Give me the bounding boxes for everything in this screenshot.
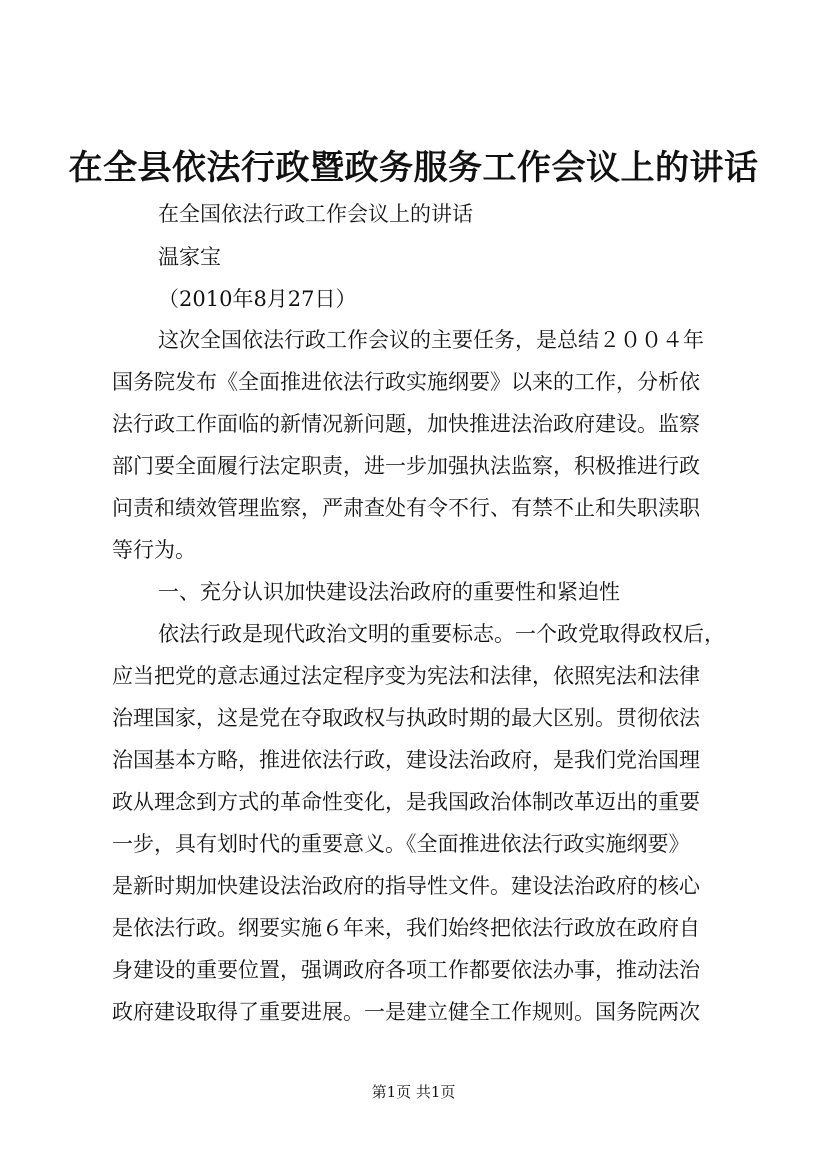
- body-line: 部门要全面履行法定职责，进一步加强执法监察，积极推进行政: [112, 454, 700, 478]
- section-heading: 一、充分认识加快建设法治政府的重要性和紧迫性: [158, 580, 620, 604]
- body-line: 应当把党的意志通过法定程序变为宪法和法律，依照宪法和法律: [112, 664, 700, 688]
- body-line: 治理国家，这是党在夺取政权与执政时期的最大区别。贯彻依法: [112, 706, 700, 730]
- body-line: 身建设的重要位置，强调政府各项工作都要依法办事，推动法治: [112, 958, 700, 982]
- body-line: 问责和绩效管理监察，严肃查处有令不行、有禁不止和失职渎职: [112, 496, 700, 520]
- body-line: 国务院发布《全面推进依法行政实施纲要》以来的工作，分析依: [112, 370, 700, 394]
- speech-subtitle: 在全国依法行政工作会议上的讲话: [158, 202, 473, 226]
- body-line: 等行为。: [112, 538, 196, 562]
- body-line: 是新时期加快建设法治政府的指导性文件。建设法治政府的核心: [112, 874, 700, 898]
- body-line: 依法行政是现代政治文明的重要标志。一个政党取得政权后，: [158, 622, 725, 646]
- body-line: 一步，具有划时代的重要意义。《全面推进依法行政实施纲要》: [112, 832, 690, 856]
- document-title: 在全县依法行政暨政务服务工作会议上的讲话: [68, 148, 759, 188]
- author-name: 温家宝: [158, 245, 221, 269]
- body-line: 法行政工作面临的新情况新问题，加快推进法治政府建设。监察: [112, 412, 700, 436]
- body-line: 政从理念到方式的革命性变化，是我国政治体制改革迈出的重要: [112, 790, 700, 814]
- page-number: 第1页 共1页: [371, 1083, 456, 1101]
- body-line: 是依法行政。纲要实施６年来，我们始终把依法行政放在政府自: [112, 916, 700, 940]
- body-line: 治国基本方略，推进依法行政，建设法治政府，是我们党治国理: [112, 748, 700, 772]
- body-line: 政府建设取得了重要进展。一是建立健全工作规则。国务院两次: [112, 1000, 700, 1024]
- body-line: 这次全国依法行政工作会议的主要任务，是总结２００４年: [158, 328, 704, 352]
- speech-date: （2010年8月27日）: [158, 287, 357, 311]
